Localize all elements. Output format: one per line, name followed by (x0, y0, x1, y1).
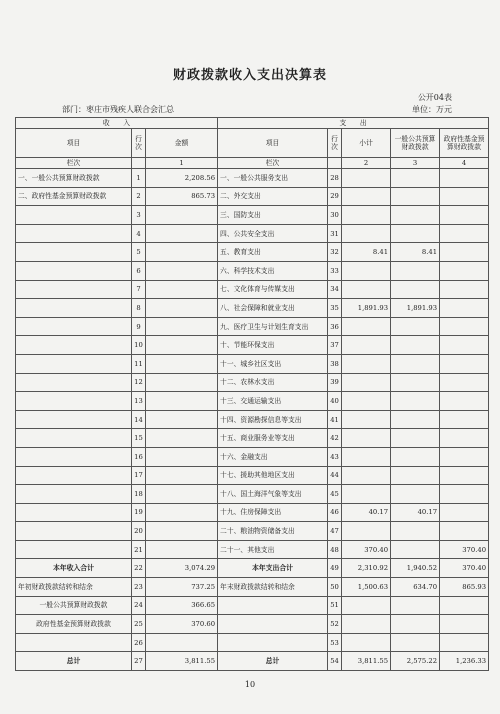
table-row (16, 261, 489, 280)
general-budget-value (391, 224, 440, 243)
expense-item: 本年支出合计 (218, 559, 328, 578)
general-budget-value (391, 633, 440, 652)
income-amount: 2,208.56 (146, 169, 218, 188)
income-item (16, 540, 132, 559)
gov-fund-value: 370.40 (440, 540, 489, 559)
general-budget-value (391, 615, 440, 634)
income-amount (146, 392, 218, 411)
general-budget-value (391, 206, 440, 225)
general-budget-value: 1,940.52 (391, 559, 440, 578)
expense-row-no: 46 (328, 503, 342, 522)
subtotal-value (342, 633, 391, 652)
income-item (16, 243, 132, 262)
expense-row-no: 42 (328, 429, 342, 448)
expense-item: 六、科学技术支出 (218, 261, 328, 280)
expense-item: 十四、资源勘探信息等支出 (218, 410, 328, 429)
subtotal-value: 2,310.92 (342, 559, 391, 578)
income-row-no: 11 (132, 354, 146, 373)
income-row-no: 4 (132, 224, 146, 243)
subtotal-value: 40.17 (342, 503, 391, 522)
expense-item: 十九、住房保障支出 (218, 503, 328, 522)
income-row-no: 12 (132, 373, 146, 392)
general-budget-value: 2,575.22 (391, 652, 440, 671)
expense-item: 年末财政拨款结转和结余 (218, 578, 328, 597)
gov-fund-value (440, 410, 489, 429)
col-index-3: 3 (391, 158, 440, 169)
subtotal-value: 8.41 (342, 243, 391, 262)
gov-fund-value (440, 447, 489, 466)
income-item: 一、一般公共预算财政拨款 (16, 169, 132, 188)
gov-fund-value (440, 373, 489, 392)
income-header: 收 入 (16, 118, 218, 129)
table-row (16, 373, 489, 392)
table-row (16, 243, 489, 262)
income-item (16, 224, 132, 243)
subtotal-value (342, 522, 391, 541)
expense-row-no: 35 (328, 299, 342, 318)
table-row (16, 503, 489, 522)
general-budget-value (391, 429, 440, 448)
subtotal-value (342, 447, 391, 466)
expense-item: 十二、农林水支出 (218, 373, 328, 392)
income-row-no: 6 (132, 261, 146, 280)
table-row (16, 169, 489, 188)
income-row-no: 21 (132, 540, 146, 559)
page-number: 10 (244, 680, 256, 689)
income-row-no: 7 (132, 280, 146, 299)
subtotal-value (342, 485, 391, 504)
table-row (16, 633, 489, 652)
gov-fund-header: 政府性基金预算财政拨款 (440, 129, 489, 158)
gov-fund-value (440, 485, 489, 504)
general-budget-value (391, 373, 440, 392)
income-amount (146, 354, 218, 373)
income-item (16, 373, 132, 392)
income-row-no: 19 (132, 503, 146, 522)
income-row-no: 3 (132, 206, 146, 225)
expense-item: 五、教育支出 (218, 243, 328, 262)
expense-row-no-header: 行次 (328, 129, 342, 158)
income-item: 一般公共预算财政拨款 (16, 596, 132, 615)
income-row-no: 24 (132, 596, 146, 615)
subtotal-value (342, 373, 391, 392)
income-row-no: 16 (132, 447, 146, 466)
income-row-no: 25 (132, 615, 146, 634)
expense-item: 二十一、其他支出 (218, 540, 328, 559)
income-amount (146, 410, 218, 429)
subtotal-value (342, 466, 391, 485)
subtotal-value (342, 354, 391, 373)
expense-row-no: 54 (328, 652, 342, 671)
expense-row-no: 29 (328, 187, 342, 206)
expense-item: 十一、城乡社区支出 (218, 354, 328, 373)
expense-item: 总计 (218, 652, 328, 671)
income-item: 年初财政拨款结转和结余 (16, 578, 132, 597)
income-amount (146, 485, 218, 504)
subtotal-value (342, 187, 391, 206)
gov-fund-value (440, 633, 489, 652)
table-body (16, 118, 489, 671)
income-amount: 3,074.29 (146, 559, 218, 578)
income-row-no: 15 (132, 429, 146, 448)
table-row (16, 447, 489, 466)
subtotal-value (342, 615, 391, 634)
income-amount (146, 429, 218, 448)
gov-fund-value: 1,236.33 (440, 652, 489, 671)
expense-item (218, 596, 328, 615)
general-budget-value: 8.41 (391, 243, 440, 262)
income-item (16, 485, 132, 504)
income-amount (146, 336, 218, 355)
expense-row-no: 43 (328, 447, 342, 466)
income-row-no: 9 (132, 317, 146, 336)
income-item (16, 503, 132, 522)
income-item: 政府性基金预算财政拨款 (16, 615, 132, 634)
table-row (16, 522, 489, 541)
income-row-no: 27 (132, 652, 146, 671)
income-item-header: 项目 (16, 129, 132, 158)
subtotal-value (342, 169, 391, 188)
empty-cell (328, 158, 342, 169)
expense-item: 八、社会保障和就业支出 (218, 299, 328, 318)
expense-row-no: 51 (328, 596, 342, 615)
expense-row-no: 28 (328, 169, 342, 188)
gov-fund-value (440, 261, 489, 280)
table-row (16, 540, 489, 559)
table-row (16, 652, 489, 671)
gov-fund-value (440, 299, 489, 318)
subtotal-value: 1,500.63 (342, 578, 391, 597)
table-row (16, 596, 489, 615)
general-budget-value (391, 336, 440, 355)
income-item (16, 392, 132, 411)
income-row-no: 1 (132, 169, 146, 188)
income-amount (146, 373, 218, 392)
table-row (16, 187, 489, 206)
table-row (16, 206, 489, 225)
general-budget-value (391, 485, 440, 504)
income-amount (146, 447, 218, 466)
lanci-label: 栏次 (16, 158, 132, 169)
gov-fund-value (440, 224, 489, 243)
expense-row-no: 47 (328, 522, 342, 541)
lanci-label: 栏次 (218, 158, 328, 169)
general-budget-value: 1,891.93 (391, 299, 440, 318)
table-header-row-3 (16, 158, 489, 169)
page-title: 财政拨款收入支出决算表 (172, 68, 327, 83)
table-row (16, 559, 489, 578)
table-row (16, 466, 489, 485)
subtotal-value (342, 429, 391, 448)
expense-item: 四、公共安全支出 (218, 224, 328, 243)
subtotal-header: 小计 (342, 129, 391, 158)
expense-row-no: 50 (328, 578, 342, 597)
income-amount (146, 522, 218, 541)
general-budget-value (391, 169, 440, 188)
table-row (16, 224, 489, 243)
subtotal-value (342, 596, 391, 615)
gov-fund-value: 370.40 (440, 559, 489, 578)
expense-item: 十七、援助其他地区支出 (218, 466, 328, 485)
table-row (16, 392, 489, 411)
income-row-no: 17 (132, 466, 146, 485)
income-item (16, 633, 132, 652)
table-row (16, 578, 489, 597)
expense-item: 十六、金融支出 (218, 447, 328, 466)
gov-fund-value (440, 392, 489, 411)
expense-row-no: 39 (328, 373, 342, 392)
income-row-no: 22 (132, 559, 146, 578)
table-header-row-1 (16, 118, 489, 129)
gov-fund-value (440, 206, 489, 225)
table-row (16, 317, 489, 336)
expense-item: 十三、交通运输支出 (218, 392, 328, 411)
income-amount (146, 317, 218, 336)
table-row (16, 336, 489, 355)
gov-fund-value (440, 280, 489, 299)
subtotal-value (342, 206, 391, 225)
income-item (16, 336, 132, 355)
general-budget-value (391, 280, 440, 299)
general-budget-value: 40.17 (391, 503, 440, 522)
expense-row-no: 34 (328, 280, 342, 299)
general-budget-value (391, 392, 440, 411)
table-row (16, 429, 489, 448)
expense-item: 十、节能环保支出 (218, 336, 328, 355)
table-row (16, 299, 489, 318)
income-amount (146, 261, 218, 280)
income-item: 二、政府性基金预算财政拨款 (16, 187, 132, 206)
expense-row-no: 36 (328, 317, 342, 336)
expense-item (218, 633, 328, 652)
expense-item (218, 615, 328, 634)
income-item (16, 466, 132, 485)
expense-row-no: 33 (328, 261, 342, 280)
expense-item: 三、国防支出 (218, 206, 328, 225)
subtotal-value (342, 224, 391, 243)
expense-row-no: 53 (328, 633, 342, 652)
income-item (16, 410, 132, 429)
general-budget-value (391, 410, 440, 429)
expense-item: 七、文化体育与传媒支出 (218, 280, 328, 299)
expense-row-no: 32 (328, 243, 342, 262)
income-item (16, 447, 132, 466)
income-amount (146, 280, 218, 299)
income-item (16, 299, 132, 318)
table-row (16, 354, 489, 373)
income-item (16, 280, 132, 299)
subtotal-value (342, 280, 391, 299)
expense-item: 九、医疗卫生与计划生育支出 (218, 317, 328, 336)
table-row (16, 410, 489, 429)
col-index-2: 2 (342, 158, 391, 169)
general-budget-value (391, 596, 440, 615)
expense-row-no: 41 (328, 410, 342, 429)
expense-item: 二十、粮油物资储备支出 (218, 522, 328, 541)
budget-table (15, 117, 489, 671)
income-item (16, 261, 132, 280)
col-index-1: 1 (146, 158, 218, 169)
income-row-no: 10 (132, 336, 146, 355)
general-budget-value (391, 540, 440, 559)
income-row-no-header: 行次 (132, 129, 146, 158)
general-budget-value (391, 522, 440, 541)
gov-fund-value (440, 317, 489, 336)
gov-fund-value (440, 429, 489, 448)
expense-row-no: 31 (328, 224, 342, 243)
expense-header: 支 出 (218, 118, 489, 129)
subtotal-value (342, 392, 391, 411)
expense-row-no: 38 (328, 354, 342, 373)
general-budget-value (391, 187, 440, 206)
expense-row-no: 37 (328, 336, 342, 355)
income-row-no: 26 (132, 633, 146, 652)
income-amount: 3,811.55 (146, 652, 218, 671)
income-item (16, 317, 132, 336)
income-row-no: 5 (132, 243, 146, 262)
gov-fund-value (440, 187, 489, 206)
general-budget-value (391, 466, 440, 485)
gov-fund-value (440, 615, 489, 634)
gov-fund-value: 865.93 (440, 578, 489, 597)
table-header-row-2 (16, 129, 489, 158)
department-label: 部门：枣庄市残疾人联合会汇总 (62, 105, 174, 114)
expense-row-no: 45 (328, 485, 342, 504)
gov-fund-value (440, 503, 489, 522)
income-amount: 366.65 (146, 596, 218, 615)
gov-fund-value (440, 336, 489, 355)
subtotal-value (342, 336, 391, 355)
table-row (16, 280, 489, 299)
income-amount (146, 206, 218, 225)
income-item: 本年收入合计 (16, 559, 132, 578)
income-item (16, 206, 132, 225)
income-amount (146, 299, 218, 318)
expense-row-no: 52 (328, 615, 342, 634)
expense-row-no: 49 (328, 559, 342, 578)
income-item (16, 522, 132, 541)
expense-row-no: 44 (328, 466, 342, 485)
gov-fund-value (440, 522, 489, 541)
income-row-no: 2 (132, 187, 146, 206)
income-item (16, 429, 132, 448)
expense-row-no: 30 (328, 206, 342, 225)
subtotal-value: 3,811.55 (342, 652, 391, 671)
general-budget-header: 一般公共预算财政拨款 (391, 129, 440, 158)
subtotal-value (342, 317, 391, 336)
gov-fund-value (440, 354, 489, 373)
income-row-no: 23 (132, 578, 146, 597)
income-row-no: 8 (132, 299, 146, 318)
table-row (16, 485, 489, 504)
gov-fund-value (440, 243, 489, 262)
income-amount (146, 633, 218, 652)
gov-fund-value (440, 596, 489, 615)
expense-item: 十八、国土海洋气象等支出 (218, 485, 328, 504)
amount-header: 金额 (146, 129, 218, 158)
empty-cell (132, 158, 146, 169)
income-row-no: 20 (132, 522, 146, 541)
income-item (16, 354, 132, 373)
subtotal-value (342, 261, 391, 280)
expense-row-no: 40 (328, 392, 342, 411)
expense-item: 二、外交支出 (218, 187, 328, 206)
subtotal-value: 1,891.93 (342, 299, 391, 318)
income-item: 总计 (16, 652, 132, 671)
table-row (16, 615, 489, 634)
income-amount (146, 503, 218, 522)
general-budget-value: 634.70 (391, 578, 440, 597)
general-budget-value (391, 317, 440, 336)
expense-item: 十五、商业服务业等支出 (218, 429, 328, 448)
income-amount: 865.73 (146, 187, 218, 206)
expense-item: 一、一般公共服务支出 (218, 169, 328, 188)
expense-item-header: 项目 (218, 129, 328, 158)
income-row-no: 14 (132, 410, 146, 429)
general-budget-value (391, 261, 440, 280)
income-amount: 737.25 (146, 578, 218, 597)
unit-label: 单位：万元 (412, 105, 452, 114)
income-amount (146, 224, 218, 243)
income-amount (146, 243, 218, 262)
subtotal-value (342, 410, 391, 429)
gov-fund-value (440, 466, 489, 485)
general-budget-value (391, 354, 440, 373)
income-amount: 370.60 (146, 615, 218, 634)
expense-row-no: 48 (328, 540, 342, 559)
income-amount (146, 540, 218, 559)
general-budget-value (391, 447, 440, 466)
income-row-no: 13 (132, 392, 146, 411)
form-code: 公开04表 (417, 93, 452, 102)
income-row-no: 18 (132, 485, 146, 504)
subtotal-value: 370.40 (342, 540, 391, 559)
income-amount (146, 466, 218, 485)
gov-fund-value (440, 169, 489, 188)
col-index-4: 4 (440, 158, 489, 169)
